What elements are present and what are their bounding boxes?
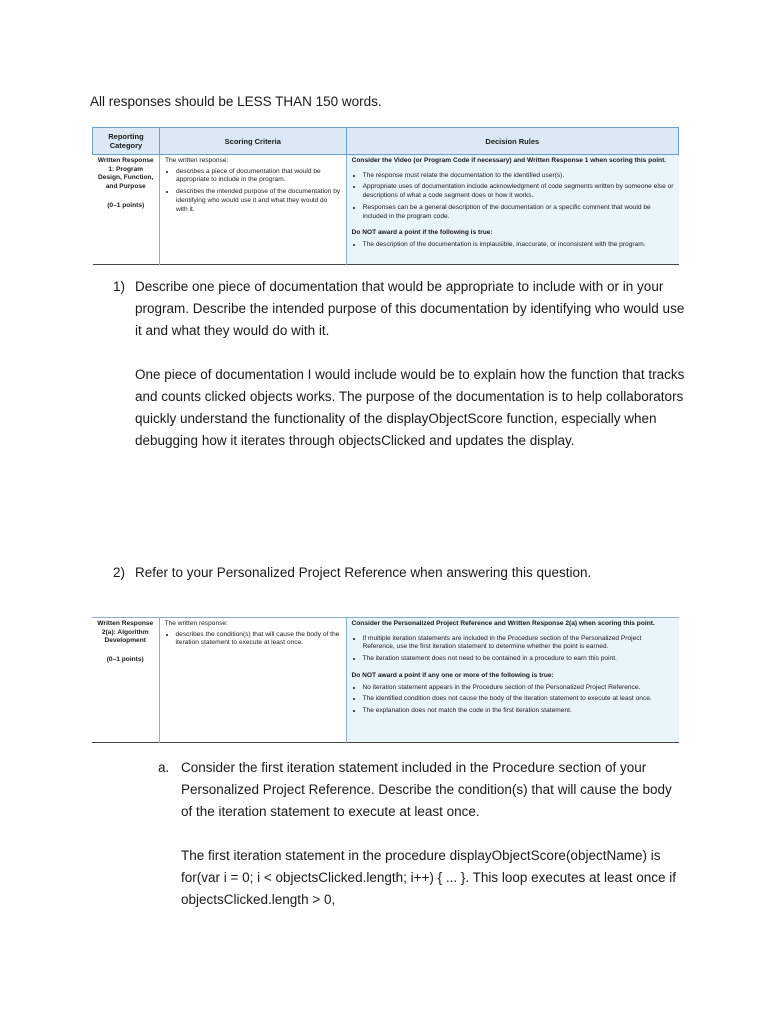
decision-rule: • The response must relate the documentation to the identified user(s). (363, 172, 674, 181)
decision-heading: Consider the Personalized Project Reference and Written Response 2(a) when scoring this point. (351, 620, 655, 627)
scoring-criteria-cell (159, 618, 346, 743)
decision-rule: • If multiple iteration statements are included in the Procedure section of the Personalized Project Reference, use the first iteration statement to determine whether the point is earned. (363, 635, 675, 652)
do-not-award-rule: • The description of the documentation is implausible, inaccurate, or inconsistent with the program. (363, 241, 674, 250)
question-1-prompt: Describe one piece of documentation that would be appropriate to include with or in your program. Describe the intended purpose of this documentation by identifying who would use it and what they would do with it. (135, 279, 685, 338)
criteria-item: • describes the intended purpose of the documentation by identifying who would use it and what they would do with it. (176, 188, 341, 214)
question-1-number: 1) (113, 279, 126, 294)
question-2-number: 2) (113, 565, 126, 580)
question-2-prompt: Refer to your Personalized Project Reference when answering this question. (135, 565, 592, 580)
decision-rule: • The iteration statement does not need to be contained in a procedure to earn this point. (363, 655, 675, 664)
reporting-category-cell (92, 618, 159, 743)
question-2a-answer: The first iteration statement in the procedure displayObjectScore(objectName) is for(var i = 0; i < objectsClicked.length; i++) { ... }. This loop executes at least once if objectsClicked.length > 0, (181, 848, 677, 907)
question-2a-prompt: Consider the first iteration statement included in the Procedure section of your Personalized Project Reference. Describe the condition(s) that will cause the body of the iteration statement to execute at least once. (181, 760, 672, 819)
decision-rule: • Appropriate uses of documentation include acknowledgment of code segments written by someone else or descriptions of what a code segment does or how it works. (363, 183, 674, 200)
criteria-item: • describes a piece of documentation that would be appropriate to include in the program. (176, 168, 341, 185)
rubric-table-2 (92, 617, 679, 743)
do-not-award-rule: • The explanation does not match the code in the first iteration statement. (363, 707, 675, 716)
do-not-award-heading: Do NOT award a point if any one or more of the following is true: (351, 671, 554, 679)
points-label: (0–1 points) (107, 201, 145, 209)
question-2a-letter: a. (158, 760, 170, 775)
points-label: (0–1 points) (106, 656, 144, 664)
scoring-criteria-cell (159, 155, 346, 265)
do-not-award-rule: • The identified condition does not cause the body of the iteration statement to execute at least once. (363, 695, 675, 704)
reporting-category-cell (93, 155, 160, 265)
header-scoring-criteria: Scoring Criteria (159, 128, 346, 155)
header-decision-rules: Decision Rules (346, 128, 678, 155)
question-1-answer: One piece of documentation I would include would be to explain how the function that tracks and counts clicked objects works. The purpose of the documentation is to help collaborators quickly understand the functionality of the displayObjectScore function, especially when debugging how it iterates through objectsClicked and updates the display. (135, 367, 685, 448)
do-not-award-heading: Do NOT award a point if the following is true: (351, 229, 493, 237)
question-2a-block (181, 757, 681, 911)
rubric-table-1 (92, 127, 679, 265)
category-name: Written Response 1: Program Design, Function, and Purpose (97, 157, 154, 191)
decision-rules-cell (346, 155, 678, 265)
decision-heading: Consider the Video (or Program Code if necessary) and Written Response 1 when scoring this point. (351, 157, 667, 164)
question-1-block (135, 276, 685, 452)
criteria-item: • describes the condition(s) that will cause the body of the iteration statement to execute at least once. (176, 631, 341, 648)
criteria-lead: The written response: (164, 620, 228, 627)
decision-rule: • Responses can be a general description of the documentation or a specific comment that would be included in the program code. (363, 204, 674, 221)
criteria-lead: The written response: (164, 157, 229, 164)
do-not-award-rule: • No iteration statement appears in the Procedure section of the Personalized Project Reference. (363, 684, 675, 693)
header-reporting-category: Reporting Category (93, 128, 160, 155)
decision-rules-cell (346, 618, 679, 743)
instructions-note: All responses should be LESS THAN 150 words. (90, 94, 382, 109)
category-name: Written Response 2(a): Algorithm Development (97, 620, 154, 645)
